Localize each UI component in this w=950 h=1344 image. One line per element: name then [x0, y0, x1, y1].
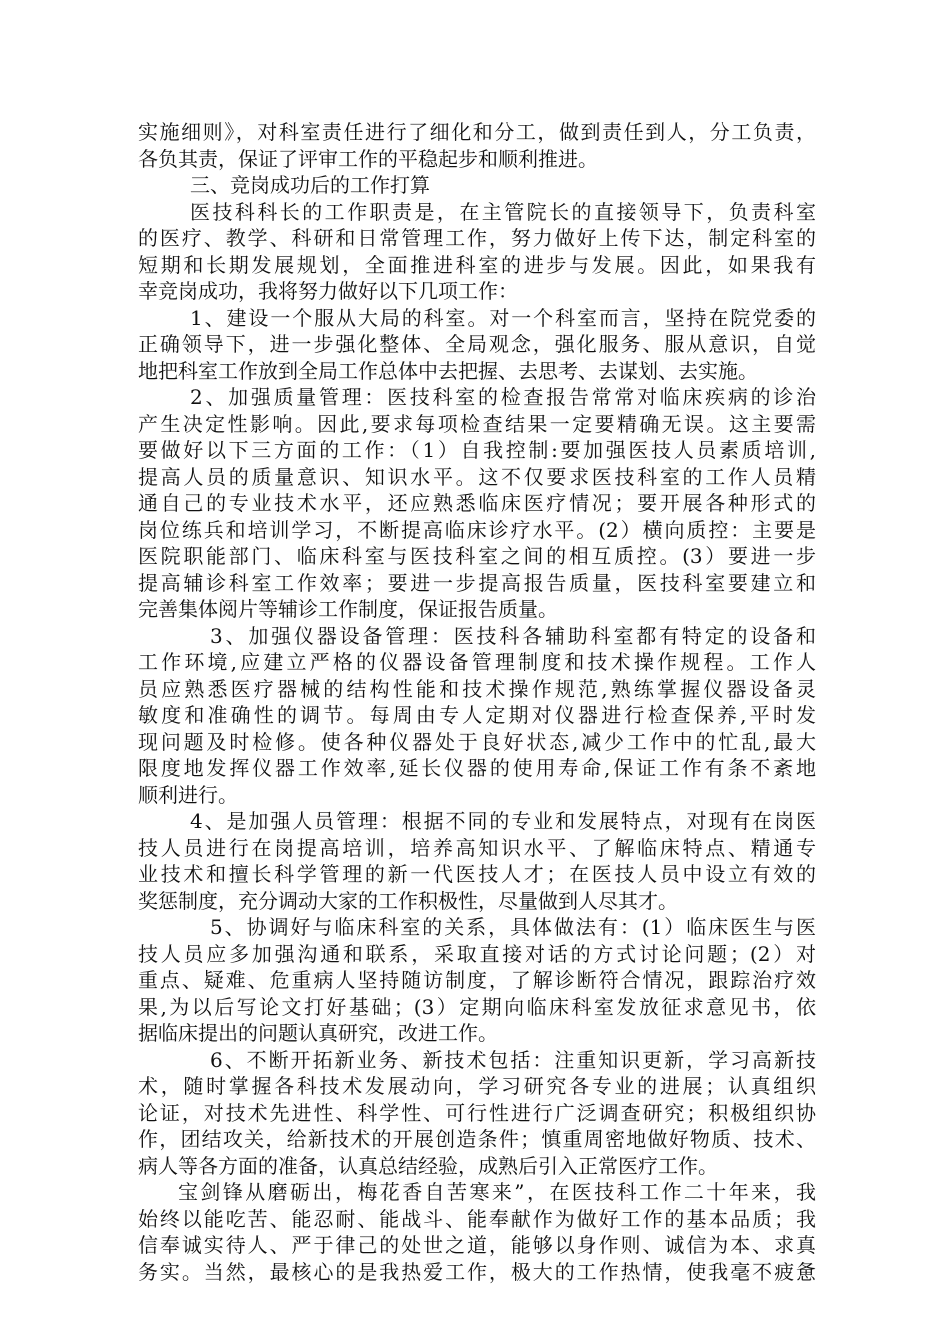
text-line: 正确领导下，进一步强化整体、全局观念，强化服务、服从意识，自觉	[138, 332, 816, 356]
text-line: 重点、疑难、危重病人坚持随访制度，了解诊断符合情况，跟踪治疗效	[138, 968, 816, 992]
text-line: 2、加强质量管理：医技科室的检查报告常常对临床疾病的诊治	[190, 385, 816, 409]
text-line: 幸竞岗成功，我将努力做好以下几项工作：	[138, 279, 518, 303]
text-line: 术，随时掌握各科技术发展动向，学习研究各专业的进展；认真组织	[138, 1074, 816, 1098]
text-line: 岗位练兵和培训学习，不断提高临床诊疗水平。(2）横向质控：主要是	[138, 517, 816, 542]
text-line: 完善集体阅片等辅诊工作制度，保证报告质量。	[138, 597, 558, 621]
text-line: 果,为以后写论文打好基础；(3）定期向临床科室发放征求意见书，依	[138, 994, 816, 1019]
text-line: 通自己的专业技术水平，还应熟悉临床医疗情况；要开展各种形式的	[138, 491, 816, 515]
text-line: 据临床提出的问题认真研究，改进工作。	[138, 1021, 498, 1045]
text-line: 现问题及时检修。使各种仪器处于良好状态,减少工作中的忙乱,最大	[138, 729, 816, 754]
text-line: 作，团结攻关，给新技术的开展创造条件；慎重周密地做好物质、技术、	[138, 1127, 816, 1151]
text-line: 奖惩制度，充分调动大家的工作积极性，尽量做到人尽其才。	[138, 888, 678, 913]
text-line: 提高人员的质量意识、知识水平。这不仅要求医技科室的工作人员精	[138, 464, 816, 489]
text-line: 提高辅诊科室工作效率；要进一步提高报告质量，医技科室要建立和	[138, 570, 816, 595]
text-line: 技人员应多加强沟通和联系，采取直接对话的方式讨论问题；(2）对	[138, 941, 816, 966]
text-line: 地把科室工作放到全局工作总体中去把握、去思考、去谋划、去实施。	[138, 358, 758, 383]
text-line: 业技术和擅长科学管理的新一代医技人才；在医技人员中设立有效的	[138, 862, 816, 886]
text-line: 病人等各方面的准备，认真总结经验，成熟后引入正常医疗工作。	[138, 1153, 718, 1178]
text-line: 4、是加强人员管理：根据不同的专业和发展特点，对现有在岗医	[190, 809, 816, 833]
text-line: 限度地发挥仪器工作效率,延长仪器的使用寿命,保证工作有条不紊地	[138, 756, 816, 780]
text-line: 6、不断开拓新业务、新技术包括：注重知识更新，学习高新技	[210, 1047, 816, 1072]
text-line: 信奉诚实待人、严于律己的处世之道，能够以身作则、诚信为本、求真	[138, 1233, 816, 1257]
text-line: 敏度和准确性的调节。每周由专人定期对仪器进行检查保养,平时发	[138, 703, 816, 727]
text-line: 实施细则》，对科室责任进行了细化和分工，做到责任到人，分工负责，	[138, 120, 816, 144]
text-line: 各负其责，保证了评审工作的平稳起步和顺利推进。	[138, 146, 598, 171]
text-line: 技人员进行在岗提高培训，培养高知识水平、了解临床特点、精通专	[138, 835, 816, 860]
text-line: 医技科科长的工作职责是，在主管院长的直接领导下，负责科室	[190, 199, 816, 224]
text-line: 医院职能部门、临床科室与医技科室之间的相互质控。(3）要进一步	[138, 544, 816, 568]
text-line: 5、协调好与临床科室的关系，具体做法有：(1）临床医生与医	[210, 915, 816, 939]
text-line: 工作环境,应建立严格的仪器设备管理制度和技术操作规程。工作人	[138, 650, 816, 674]
text-line: 产生决定性影响。因此,要求每项检查结果一定要精确无误。这主要需	[138, 411, 816, 436]
text-line: 宝剑锋从磨砺出，梅花香自苦寒来”，在医技科工作二十年来，我	[178, 1180, 816, 1204]
text-line: 顺利进行。	[138, 782, 238, 807]
text-line: 论证，对技术先进性、科学性、可行性进行广泛调查研究；积极组织协	[138, 1100, 816, 1125]
text-line: 始终以能吃苦、能忍耐、能战斗、能奉献作为做好工作的基本品质；我	[138, 1206, 816, 1231]
text-line: 三、竞岗成功后的工作打算	[190, 173, 430, 197]
text-line: 短期和长期发展规划，全面推进科室的进步与发展。因此，如果我有	[138, 252, 816, 277]
text-line: 1、建设一个服从大局的科室。对一个科室而言，坚持在院党委的	[190, 305, 816, 330]
text-line: 务实。当然，最核心的是我热爱工作，极大的工作热情，使我毫不疲惫	[138, 1259, 816, 1284]
text-line: 的医疗、教学、科研和日常管理工作，努力做好上传下达，制定科室的	[138, 226, 816, 250]
text-line: 员应熟悉医疗器械的结构性能和技术操作规范,熟练掌握仪器设备灵	[138, 676, 816, 701]
text-line: 3、加强仪器设备管理：医技科各辅助科室都有特定的设备和	[210, 623, 816, 648]
text-line: 要做好以下三方面的工作：（1）自我控制:要加强医技人员素质培训,	[138, 438, 816, 462]
document-body	[138, 119, 816, 1285]
